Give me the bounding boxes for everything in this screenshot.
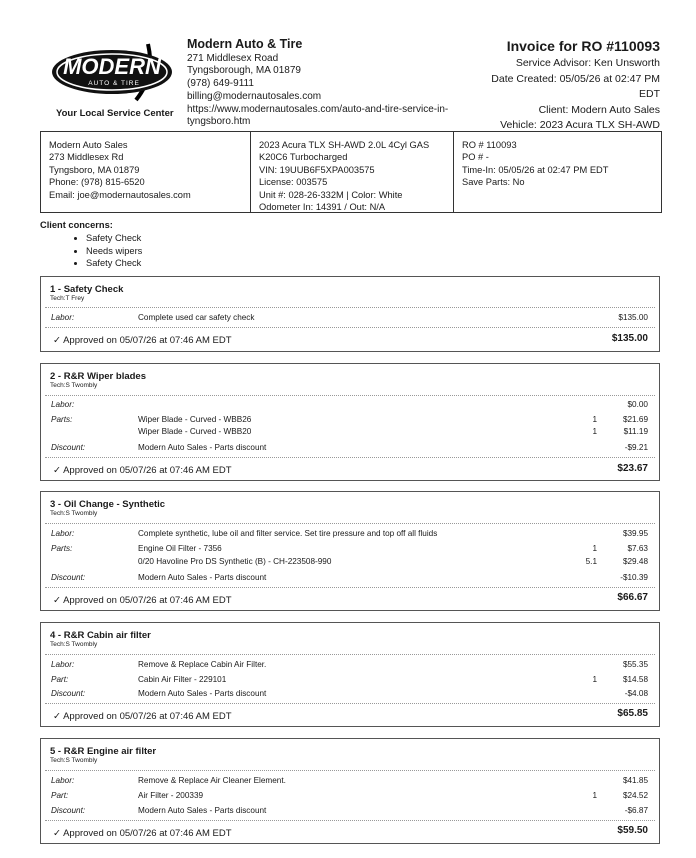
company-url-line-2: tyngsboro.htm <box>187 116 251 128</box>
vehicle-engine: K20C6 Turbocharged <box>259 152 348 163</box>
line-amount: $11.19 <box>623 427 648 436</box>
company-logo <box>48 40 178 106</box>
job-tech: Tech:S Twombly <box>50 757 98 764</box>
concern-item: • Needs wipers <box>86 245 142 258</box>
line-label: Labor: <box>51 660 75 669</box>
customer-info <box>41 132 250 212</box>
vehicle-vin: VIN: 19UUB6F5XPA003575 <box>259 164 375 175</box>
company-phone: (978) 649-9111 <box>187 78 254 90</box>
info-box <box>40 131 662 213</box>
customer-street: 273 Middlesex Rd <box>49 152 124 163</box>
divider <box>45 587 655 588</box>
concerns-header: Client concerns: <box>40 220 113 230</box>
line-desc: Engine Oil Filter - 7356 <box>138 544 222 553</box>
line-desc: Remove & Replace Air Cleaner Element. <box>138 776 286 785</box>
line-label: Parts: <box>51 544 73 553</box>
job-tech: Tech:T Frey <box>50 295 85 302</box>
job-tech: Tech:S Twombly <box>50 510 98 517</box>
divider <box>45 654 655 655</box>
line-qty: 1 <box>592 544 597 553</box>
line-item <box>41 443 659 456</box>
line-item <box>41 791 659 804</box>
save-parts: Save Parts: No <box>462 177 525 188</box>
customer-phone: Phone: (978) 815-6520 <box>49 177 145 188</box>
vehicle-odometer: Odometer In: 14391 / Out: N/A <box>259 202 386 213</box>
concern-item: • Safety Check <box>86 232 142 245</box>
approval-status: ✓ Approved on 05/07/26 at 07:46 AM EDT <box>53 595 232 606</box>
divider <box>45 327 655 328</box>
line-amount: -$4.08 <box>624 689 648 698</box>
concerns-list <box>40 232 142 270</box>
company-info <box>187 38 447 129</box>
line-amount: $14.58 <box>622 675 648 684</box>
line-amount: -$10.39 <box>620 573 648 582</box>
logo-text: MODERN <box>63 54 161 79</box>
line-amount: $41.85 <box>622 776 648 785</box>
line-qty: 5.1 <box>585 557 597 566</box>
customer-name: Modern Auto Sales <box>49 140 128 150</box>
line-label: Parts: <box>51 415 73 424</box>
job-title: 3 - Oil Change - Synthetic <box>50 499 166 510</box>
service-advisor: Service Advisor: Ken Unsworth <box>515 57 660 69</box>
line-label: Discount: <box>51 806 86 815</box>
company-tagline: Your Local Service Center <box>56 108 174 119</box>
line-desc: Modern Auto Sales - Parts discount <box>138 806 267 815</box>
line-amount: $55.35 <box>622 660 648 669</box>
line-item <box>41 660 659 673</box>
line-label: Part: <box>51 791 69 800</box>
company-url-line-1: https://www.modernautosales.com/auto-and-tire-service-in- <box>187 103 449 115</box>
line-label: Discount: <box>51 689 86 698</box>
vehicle-unit: Unit #: 028-26-332M | Color: White <box>259 189 403 200</box>
job-card <box>40 491 660 611</box>
company-name: Modern Auto & Tire <box>187 37 303 51</box>
job-card <box>40 622 660 727</box>
invoice-summary <box>440 36 660 134</box>
divider <box>45 820 655 821</box>
invoice-title: Invoice for RO #110093 <box>506 38 660 54</box>
line-amount: $7.63 <box>627 544 648 553</box>
company-street: 271 Middlesex Road <box>187 52 279 64</box>
vehicle-info <box>250 132 453 212</box>
line-item <box>41 806 659 819</box>
line-item <box>41 529 659 542</box>
line-desc: Complete synthetic, lube oil and filter service. Set tire pressure and top off all fluids <box>138 529 438 538</box>
line-item <box>41 313 659 326</box>
line-desc: Modern Auto Sales - Parts discount <box>138 573 267 582</box>
line-item <box>41 689 659 702</box>
ro-info <box>453 132 661 212</box>
divider <box>45 703 655 704</box>
line-desc: Wiper Blade - Curved - WBB26 <box>138 415 252 424</box>
line-item <box>41 776 659 789</box>
divider <box>45 523 655 524</box>
company-city: Tyngsborough, MA 01879 <box>187 65 301 77</box>
line-desc: 0/20 Havoline Pro DS Synthetic (B) - CH-223508-990 <box>138 557 332 566</box>
invoice-vehicle: Vehicle: 2023 Acura TLX SH-AWD <box>500 119 660 131</box>
line-amount: $39.95 <box>622 529 648 538</box>
line-label: Labor: <box>51 529 75 538</box>
line-item <box>41 400 659 413</box>
approval-status: ✓ Approved on 05/07/26 at 07:46 AM EDT <box>53 335 232 346</box>
line-amount: $135.00 <box>618 313 648 322</box>
line-desc: Remove & Replace Cabin Air Filter. <box>138 660 267 669</box>
approval-status: ✓ Approved on 05/07/26 at 07:46 AM EDT <box>53 828 232 839</box>
divider <box>45 457 655 458</box>
job-tech: Tech:S Twombly <box>50 641 98 648</box>
time-in: Time-In: 05/05/26 at 02:47 PM EDT <box>462 164 609 175</box>
line-amount: $29.48 <box>622 557 648 566</box>
job-title: 1 - Safety Check <box>50 284 124 295</box>
client-concerns <box>40 220 142 270</box>
line-desc: Wiper Blade - Curved - WBB20 <box>138 427 252 436</box>
line-label: Labor: <box>51 400 75 409</box>
job-total: $23.67 <box>617 463 648 474</box>
job-tech: Tech:S Twombly <box>50 382 98 389</box>
line-desc: Modern Auto Sales - Parts discount <box>138 689 267 698</box>
line-label: Labor: <box>51 313 75 322</box>
line-desc: Air Filter - 200339 <box>138 791 204 800</box>
customer-email: Email: joe@modernautosales.com <box>49 189 191 200</box>
line-item <box>41 557 659 570</box>
job-card <box>40 363 660 481</box>
customer-city: Tyngsboro, MA 01879 <box>49 164 140 175</box>
logo-subtext: AUTO & TIRE <box>88 80 140 87</box>
line-item <box>41 573 659 586</box>
divider <box>45 395 655 396</box>
line-amount: $21.69 <box>622 415 648 424</box>
line-amount: -$6.87 <box>624 806 648 815</box>
po-number: PO # - <box>462 152 489 163</box>
line-label: Part: <box>51 675 69 684</box>
job-card <box>40 738 660 844</box>
date-timezone: EDT <box>639 88 660 100</box>
line-qty: 1 <box>592 791 597 800</box>
line-desc: Modern Auto Sales - Parts discount <box>138 443 267 452</box>
line-qty: 1 <box>592 415 597 424</box>
ro-number: RO # 110093 <box>462 140 517 150</box>
line-amount: -$9.21 <box>624 443 648 452</box>
line-label: Labor: <box>51 776 75 785</box>
vehicle-desc: 2023 Acura TLX SH-AWD 2.0L 4Cyl GAS <box>259 140 430 150</box>
line-label: Discount: <box>51 443 86 452</box>
vehicle-license: License: 003575 <box>259 177 328 188</box>
approval-status: ✓ Approved on 05/07/26 at 07:46 AM EDT <box>53 465 232 476</box>
line-item <box>41 544 659 557</box>
line-label: Discount: <box>51 573 86 582</box>
divider <box>45 770 655 771</box>
divider <box>45 307 655 308</box>
line-amount: $0.00 <box>627 400 648 409</box>
line-desc: Complete used car safety check <box>138 313 255 322</box>
line-item <box>41 427 659 440</box>
date-created: Date Created: 05/05/26 at 02:47 PM <box>491 72 660 85</box>
line-desc: Cabin Air Filter - 229101 <box>138 675 227 684</box>
job-title: 4 - R&R Cabin air filter <box>50 630 151 641</box>
invoice-client: Client: Modern Auto Sales <box>538 103 660 116</box>
line-qty: 1 <box>592 427 597 436</box>
line-item <box>41 675 659 688</box>
job-total: $66.67 <box>617 592 648 603</box>
job-card <box>40 276 660 352</box>
job-total: $65.85 <box>617 708 648 719</box>
job-title: 2 - R&R Wiper blades <box>50 371 146 382</box>
company-email: billing@modernautosales.com <box>187 90 322 102</box>
line-amount: $24.52 <box>622 791 648 800</box>
job-total: $135.00 <box>611 333 648 344</box>
line-qty: 1 <box>592 675 597 684</box>
approval-status: ✓ Approved on 05/07/26 at 07:46 AM EDT <box>53 711 232 722</box>
job-total: $59.50 <box>617 825 648 836</box>
job-title: 5 - R&R Engine air filter <box>50 746 157 757</box>
concern-item: • Safety Check <box>86 257 142 270</box>
